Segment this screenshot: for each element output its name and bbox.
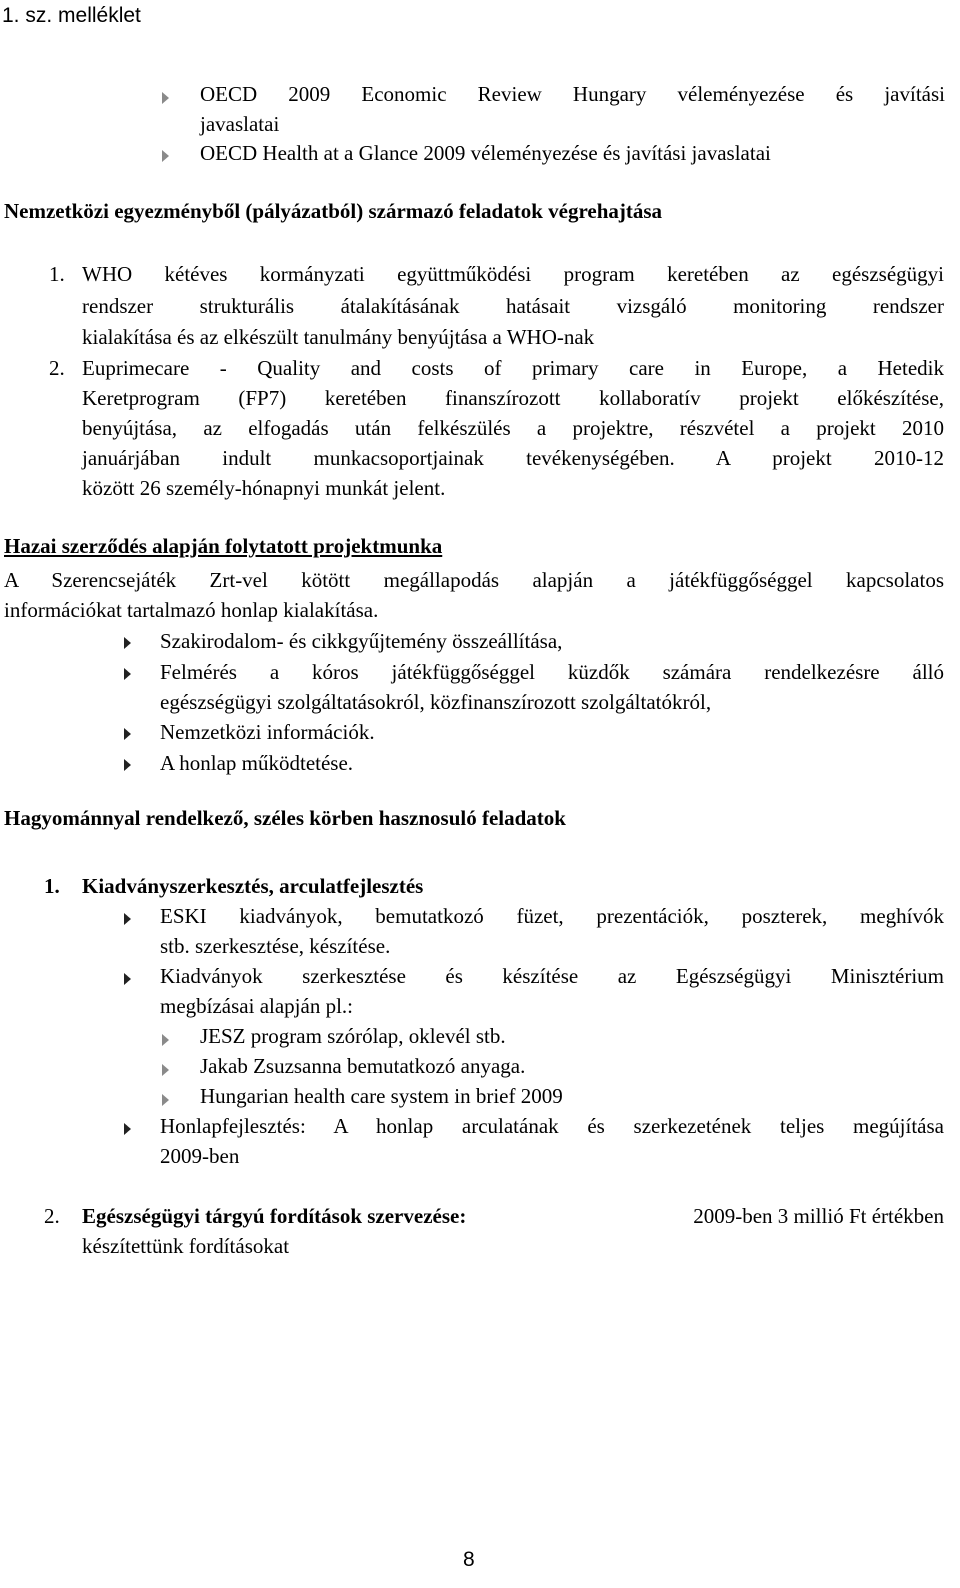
- hazai-bullet-2-line-2: egészségügyi szolgáltatásokról, közfinanszírozott szolgáltatókról,: [160, 690, 712, 714]
- bullet-arrow-icon: [124, 759, 131, 771]
- intl-item-1-number: 1.: [49, 262, 65, 286]
- hagy-subsection-2-title: Egészségügyi tárgyú fordítások szervezése:: [82, 1204, 467, 1228]
- hazai-paragraph-line-2: információkat tartalmazó honlap kialakítása.: [4, 598, 379, 622]
- hazai-section-heading: Hazai szerződés alapján folytatott projektmunka: [4, 534, 443, 558]
- hagy-subsection-1-number: 1.: [44, 874, 60, 898]
- oecd-item-2: OECD Health at a Glance 2009 véleményezése és javítási javaslatai: [200, 141, 771, 165]
- hagy-sub-bullet-1: JESZ program szórólap, oklevél stb.: [200, 1024, 506, 1048]
- intl-item-2-line-4: januárjában indult munkacsoportjainak tevékenységében. A projekt 2010-12: [82, 446, 944, 470]
- hagy-subsection-2-number: 2.: [44, 1204, 60, 1228]
- hagy-bullet-2-line-2: megbízásai alapján pl.:: [160, 994, 354, 1018]
- hagy-subsection-2-line-1: [82, 1202, 944, 1230]
- sub-bullet-arrow-icon: [162, 1034, 169, 1046]
- hagy-sub-bullet-3: Hungarian health care system in brief 2009: [200, 1084, 563, 1108]
- page-number: 8: [463, 1548, 475, 1571]
- intl-item-2-number: 2.: [49, 356, 65, 380]
- intl-item-2-line-5: között 26 személy-hónapnyi munkát jelent.: [82, 476, 446, 500]
- intl-item-1-line-2: rendszer strukturális átalakításának hatásait vizsgáló monitoring rendszer: [82, 294, 944, 318]
- hazai-bullet-4: A honlap működtetése.: [160, 751, 354, 775]
- hazai-bullet-1: Szakirodalom- és cikkgyűjtemény összeállítása,: [160, 629, 563, 653]
- bullet-arrow-icon: [162, 92, 169, 104]
- intl-item-1-line-1: WHO kétéves kormányzati együttműködési program keretében az egészségügyi: [82, 262, 944, 286]
- hagy-bullet-3-line-2: 2009-ben: [160, 1144, 240, 1168]
- hazai-bullet-3: Nemzetközi információk.: [160, 720, 375, 744]
- bullet-arrow-icon: [124, 637, 131, 649]
- bullet-arrow-icon: [124, 973, 131, 985]
- hagy-subsection-2-line-2: készítettünk fordításokat: [82, 1234, 290, 1258]
- bullet-arrow-icon: [124, 728, 131, 740]
- hagy-sub-bullet-2: Jakab Zsuzsanna bemutatkozó anyaga.: [200, 1054, 526, 1078]
- hagy-subsection-1-title: Kiadványszerkesztés, arculatfejlesztés: [82, 874, 424, 898]
- hagy-subsection-2-line-1-rest: 2009-ben 3 millió Ft értékben: [693, 1204, 944, 1228]
- hagy-bullet-1-line-1: ESKI kiadványok, bemutatkozó füzet, prezentációk, poszterek, meghívók: [160, 904, 944, 928]
- annex-label: 1. sz. melléklet: [2, 4, 141, 27]
- sub-bullet-arrow-icon: [162, 1064, 169, 1076]
- hagy-bullet-1-line-2: stb. szerkesztése, készítése.: [160, 934, 391, 958]
- bullet-arrow-icon: [124, 913, 131, 925]
- hazai-paragraph-line-1: A Szerencsejáték Zrt-vel kötött megállapodás alapján a játékfüggőséggel kapcsolatos: [4, 568, 944, 592]
- intl-item-1-line-3: kialakítása és az elkészült tanulmány benyújtása a WHO-nak: [82, 325, 595, 349]
- hagy-bullet-3-line-1: Honlapfejlesztés: A honlap arculatának és szerkezetének teljes megújítása: [160, 1114, 944, 1138]
- hagy-section-heading: Hagyománnyal rendelkező, széles körben hasznosuló feladatok: [4, 806, 566, 830]
- intl-item-2-line-3: benyújtása, az elfogadás után felkészülés a projektre, részvétel a projekt 2010: [82, 416, 944, 440]
- intl-item-2-line-1: Euprimecare - Quality and costs of primary care in Europe, a Hetedik: [82, 356, 944, 380]
- sub-bullet-arrow-icon: [162, 1094, 169, 1106]
- intl-item-2-line-2: Keretprogram (FP7) keretében finanszírozott kollaboratív projekt előkészítése,: [82, 386, 944, 410]
- hagy-bullet-2-line-1: Kiadványok szerkesztése és készítése az Egészségügyi Minisztérium: [160, 964, 944, 988]
- hazai-bullet-2-line-1: Felmérés a kóros játékfüggőséggel küzdők számára rendelkezésre álló: [160, 660, 944, 684]
- intl-section-heading: Nemzetközi egyezményből (pályázatból) származó feladatok végrehajtása: [4, 199, 663, 223]
- bullet-arrow-icon: [162, 150, 169, 162]
- bullet-arrow-icon: [124, 1123, 131, 1135]
- oecd-item-1-line-1: OECD 2009 Economic Review Hungary véleményezése és javítási: [200, 82, 945, 106]
- oecd-item-1-line-2: javaslatai: [200, 112, 280, 136]
- bullet-arrow-icon: [124, 668, 131, 680]
